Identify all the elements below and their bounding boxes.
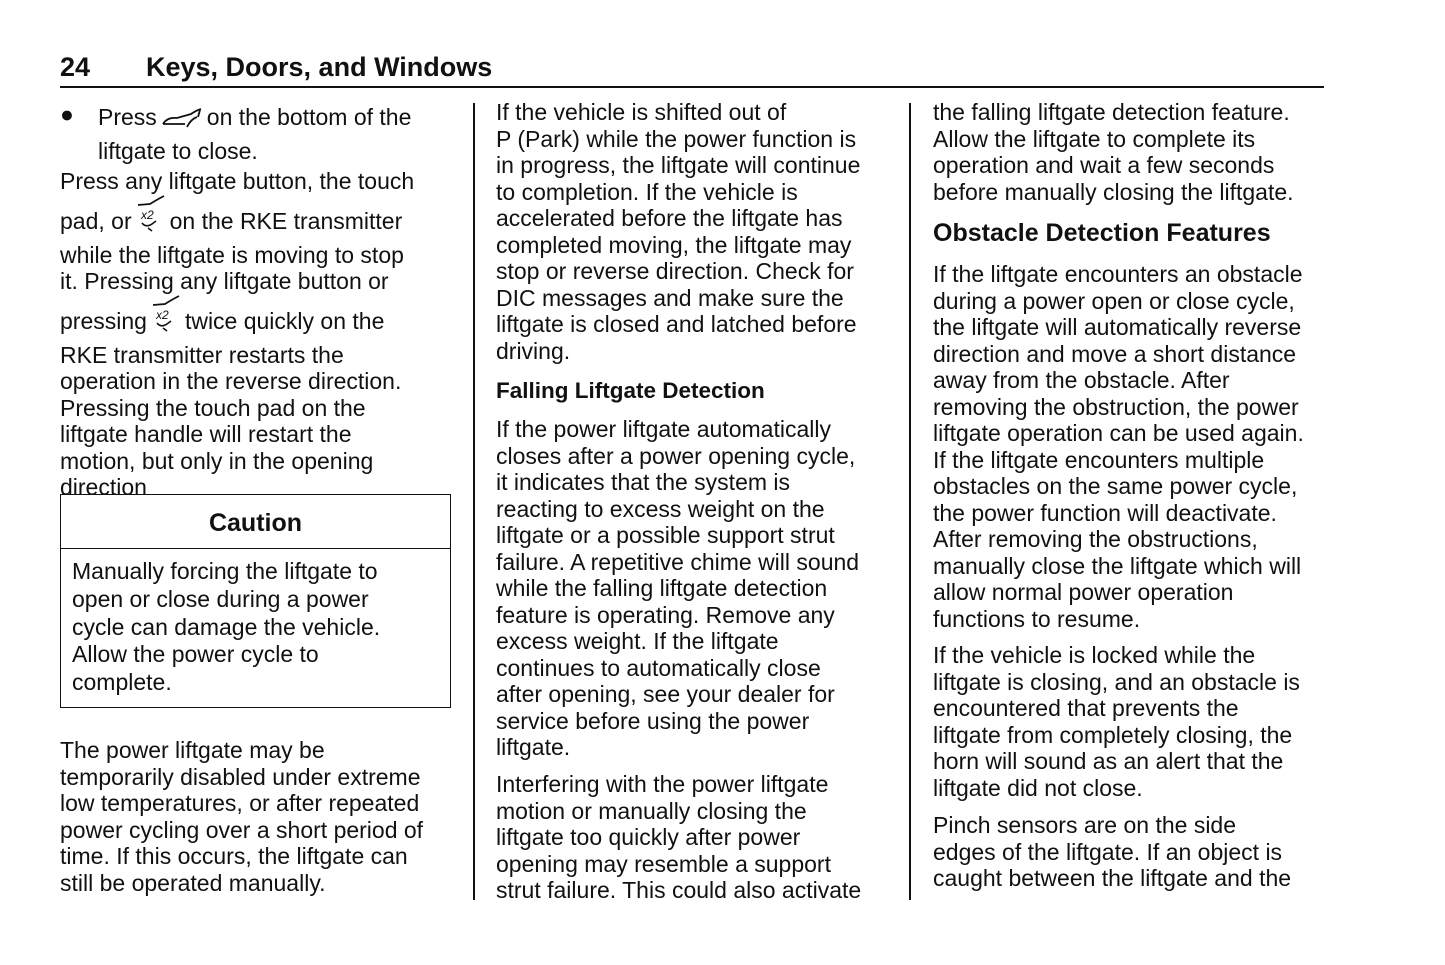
text-line: continues to automatically close bbox=[496, 654, 821, 681]
text-line: the falling liftgate detection feature. bbox=[933, 99, 1290, 125]
text-segment: pad, or bbox=[60, 207, 132, 234]
text-line: liftgate operation can be used again. bbox=[933, 420, 1304, 446]
text-line: the liftgate will automatically reverse bbox=[933, 314, 1302, 340]
text-line: away from the obstacle. After bbox=[933, 367, 1230, 393]
text-line: after opening, see your dealer for bbox=[496, 681, 835, 707]
page-number: 24 bbox=[60, 52, 91, 82]
text-line: the power function will deactivate. bbox=[933, 499, 1277, 526]
text-line: service before using the power bbox=[496, 707, 810, 734]
page-header bbox=[60, 52, 492, 83]
text-line: After removing the obstructions, bbox=[933, 526, 1258, 552]
text-line: liftgate too quickly after power bbox=[496, 824, 801, 850]
text-line: The power liftgate may be bbox=[60, 737, 325, 763]
text-segment: on the bottom of the bbox=[206, 104, 412, 130]
section-heading: Obstacle Detection Features bbox=[933, 219, 1271, 247]
text-line: removing the obstruction, the power bbox=[933, 393, 1299, 420]
text-line: temporarily disabled under extreme bbox=[60, 763, 421, 790]
text-line: power cycling over a short period of bbox=[60, 816, 424, 843]
text-line: time. If this occurs, the liftgate can bbox=[60, 843, 408, 869]
text-line: before manually closing the liftgate. bbox=[933, 178, 1294, 205]
text-line: driving. bbox=[496, 337, 571, 364]
text-line: DIC messages and make sure the bbox=[496, 284, 844, 311]
text-line: liftgate did not close. bbox=[933, 774, 1143, 801]
text-line: strut failure. This could also activate bbox=[496, 877, 862, 903]
text-line: functions to resume. bbox=[933, 605, 1141, 632]
text-line: failure. A repetitive chime will sound bbox=[496, 548, 860, 575]
column-divider bbox=[909, 103, 911, 900]
text-line: edges of the liftgate. If an object is bbox=[933, 838, 1283, 865]
text-line: Pressing the touch pad on the bbox=[60, 394, 366, 421]
text-line: P (Park) while the power function is bbox=[496, 125, 857, 152]
text-line: stop or reverse direction. Check for bbox=[496, 258, 854, 284]
text-line: excess weight. If the liftgate bbox=[496, 628, 779, 654]
text-line: Allow the liftgate to complete its bbox=[933, 125, 1256, 152]
paragraph bbox=[496, 771, 861, 904]
text-line: motion or manually closing the bbox=[496, 797, 807, 824]
caution-title: Caution bbox=[61, 495, 450, 549]
text-line: open or close during a power bbox=[72, 585, 369, 612]
column-divider bbox=[473, 103, 475, 900]
text-line: direction bbox=[60, 474, 147, 500]
text-line: cycle can damage the vehicle. bbox=[72, 613, 381, 640]
text-line: motion, but only in the opening bbox=[60, 447, 374, 474]
text-line: liftgate handle will restart the bbox=[60, 421, 352, 447]
rke-liftgate-x2-icon bbox=[151, 295, 181, 342]
text-line: liftgate to close. bbox=[98, 138, 258, 164]
text-line: If the vehicle is shifted out of bbox=[496, 99, 787, 125]
text-line: liftgate or a possible support strut bbox=[496, 522, 835, 548]
caution-box bbox=[60, 494, 451, 708]
text-line: liftgate. bbox=[496, 734, 571, 760]
text-line: If the vehicle is locked while the bbox=[933, 642, 1256, 668]
text-line: while the falling liftgate detection bbox=[496, 575, 828, 601]
text-line bbox=[60, 195, 414, 242]
section-title: Keys, Doors, and Windows bbox=[146, 52, 493, 82]
text-line: complete. bbox=[72, 669, 172, 696]
rke-liftgate-x2-icon bbox=[136, 195, 166, 242]
text-line: caught between the liftgate and the bbox=[933, 865, 1292, 891]
text-line: feature is operating. Remove any bbox=[496, 601, 835, 628]
svg-text:x2: x2 bbox=[155, 307, 169, 322]
text-line: encountered that prevents the bbox=[933, 695, 1239, 721]
text-line: direction and move a short distance bbox=[933, 340, 1297, 367]
text-line bbox=[60, 295, 414, 342]
text-line: closes after a power opening cycle, bbox=[496, 442, 856, 469]
paragraph bbox=[60, 737, 423, 896]
text-line: to completion. If the vehicle is bbox=[496, 178, 798, 205]
text-segment: pressing bbox=[60, 307, 147, 334]
paragraph bbox=[496, 416, 859, 761]
paragraph bbox=[496, 99, 860, 364]
text-line: it indicates that the system is bbox=[496, 469, 791, 495]
text-line: still be operated manually. bbox=[60, 869, 326, 896]
text-segment: twice quickly on the bbox=[184, 307, 385, 334]
text-line: completed moving, the liftgate may bbox=[496, 231, 852, 258]
text-line: If the power liftgate automatically bbox=[496, 416, 831, 442]
text-line: allow normal power operation bbox=[933, 579, 1234, 605]
bullet-icon: ● bbox=[60, 101, 74, 127]
text-line: Press any liftgate button, the touch bbox=[60, 168, 415, 194]
text-line: Pinch sensors are on the side bbox=[933, 812, 1237, 838]
text-line: reacting to excess weight on the bbox=[496, 495, 825, 522]
text-line: low temperatures, or after repeated bbox=[60, 790, 420, 816]
text-line: Allow the power cycle to bbox=[72, 641, 319, 668]
section-heading: Falling Liftgate Detection bbox=[496, 378, 765, 403]
text-line: horn will sound as an alert that the bbox=[933, 748, 1284, 774]
liftgate-close-icon bbox=[161, 105, 203, 138]
text-line: liftgate is closed and latched before bbox=[496, 311, 857, 337]
text-segment: Press bbox=[98, 104, 157, 130]
text-line: Interfering with the power liftgate bbox=[496, 771, 829, 797]
caution-text bbox=[61, 549, 450, 706]
text-line: If the liftgate encounters an obstacle bbox=[933, 261, 1303, 287]
paragraph bbox=[60, 168, 414, 501]
text-line: in progress, the liftgate will continue bbox=[496, 152, 861, 178]
text-line: liftgate is closing, and an obstacle is bbox=[933, 668, 1300, 695]
text-line: obstacles on the same power cycle, bbox=[933, 473, 1298, 499]
text-line: If the liftgate encounters multiple bbox=[933, 446, 1265, 473]
text-line: while the liftgate is moving to stop bbox=[60, 241, 404, 268]
text-line: opening may resemble a support bbox=[496, 850, 831, 877]
text-line: during a power open or close cycle, bbox=[933, 287, 1295, 314]
paragraph bbox=[933, 812, 1291, 892]
text-line: operation in the reverse direction. bbox=[60, 368, 402, 394]
paragraph bbox=[933, 99, 1294, 205]
text-line: accelerated before the liftgate has bbox=[496, 205, 843, 231]
text-line: operation and wait a few seconds bbox=[933, 152, 1275, 178]
text-line: manually close the liftgate which will bbox=[933, 552, 1302, 579]
text-line: Manually forcing the liftgate to bbox=[72, 558, 378, 584]
text-segment: on the RKE transmitter bbox=[169, 207, 403, 234]
paragraph bbox=[933, 642, 1300, 801]
svg-text:x2: x2 bbox=[140, 207, 154, 222]
text-line: it. Pressing any liftgate button or bbox=[60, 268, 389, 294]
text-line: liftgate from completely closing, the bbox=[933, 721, 1293, 748]
paragraph bbox=[933, 261, 1304, 632]
header-rule bbox=[60, 86, 1324, 88]
text-line: RKE transmitter restarts the bbox=[60, 341, 344, 368]
